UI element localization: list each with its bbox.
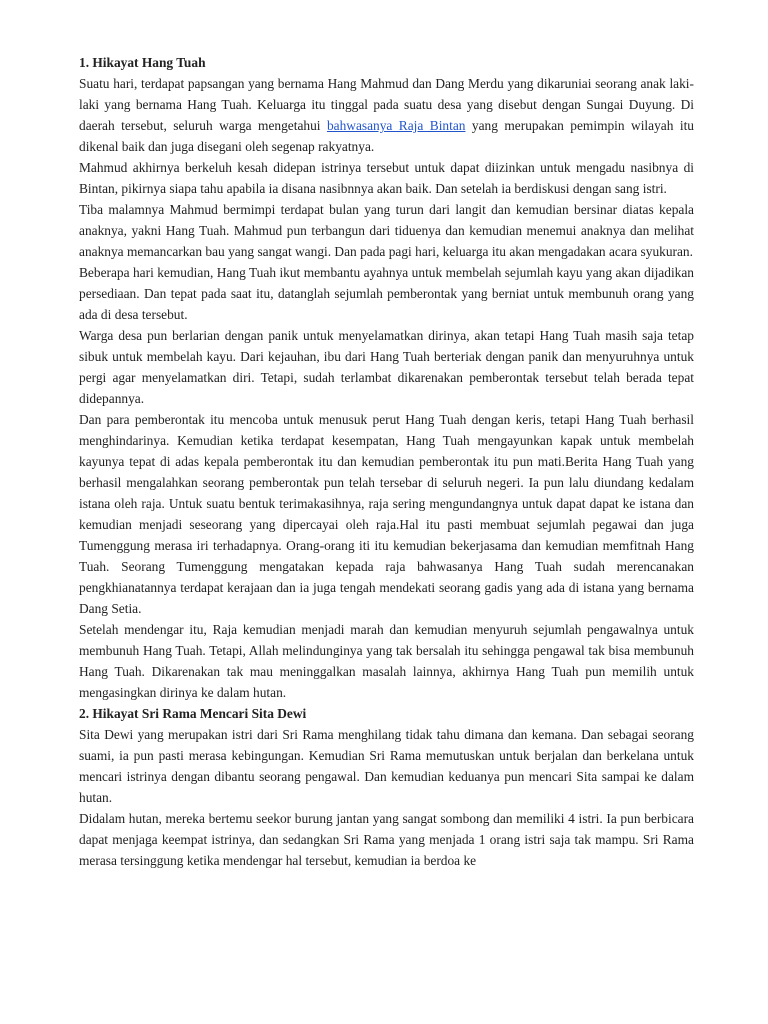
paragraph bbox=[79, 73, 694, 157]
paragraph: Dan para pemberontak itu mencoba untuk menusuk perut Hang Tuah dengan keris, tetapi Hang Tuah berhasil menghindarinya. Kemudian ketika terdapat kesempatan, Hang Tuah mengayunkan kapak untuk membelah kayunya tepat di adas kepala pemberontak itu dan kemudian pemberontak itu pun mati.Berita Hang Tuah yang berhasil mengalahkan seorang pemberontak pun telah tersebar di seluruh negeri. Ia pun lalu diundang kedalam istana oleh raja. Untuk suatu bentuk terimakasihnya, raja sering mengundangnya untuk dapat dapat ke istana dan kemudian menjadi seseorang yang dipercayai oleh raja.Hal itu pasti membuat sejumlah pegawai dan juga Tumenggung merasa iri terhadapnya. Orang-orang iti itu kemudian bekerjasama dan kemudian memfitnah Hang Tuah. Seorang Tumenggung mengatakan kepada raja bahwasanya Hang Tuah sudah merencanakan pengkhianatannya terdapat kerajaan dan ia juga tengah mendekati seorang gadis yang ada di istana yang bernama Dang Setia. bbox=[79, 412, 694, 616]
paragraph: Sita Dewi yang merupakan istri dari Sri Rama menghilang tidak tahu dimana dan kemana. Dan sebagai seorang suami, ia pun pasti merasa kebingungan. Kemudian Sri Rama memutuskan untuk berjalan dan berkelana untuk mencari istrinya dengan dibantu seorang pengawal. Dan kemudian keduanya pun mencari Sita sampai ke dalam hutan. bbox=[79, 727, 694, 805]
paragraph: Setelah mendengar itu, Raja kemudian menjadi marah dan kemudian menyuruh sejumlah pengawalnya untuk membunuh Hang Tuah. Tetapi, Allah melindunginya yang tak bersalah itu sehingga pengawal tak bisa membunuh Hang Tuah. Dikarenakan tak mau meninggalkan masalah lainnya, akhirnya Hang Tuah pun memilih untuk mengasingkan dirinya ke dalam hutan. bbox=[79, 622, 694, 700]
paragraph: Mahmud akhirnya berkeluh kesah didepan istrinya tersebut untuk dapat diizinkan untuk mengadu nasibnya di Bintan, pikirnya siapa tahu apabila ia disana nasibnnya akan baik. Dan setelah ia berdiskusi dengan sang istri. bbox=[79, 160, 694, 196]
paragraph: Warga desa pun berlarian dengan panik untuk menyelamatkan dirinya, akan tetapi Hang Tuah masih saja tetap sibuk untuk membelah kayu. Dari kejauhan, ibu dari Hang Tuah berteriak dengan panik dan menyuruhnya untuk pergi agar menyelamatkan diri. Tetapi, sudah terlambat dikarenakan pemberontak tersebut telah berada tepat didepannya. bbox=[79, 328, 694, 406]
section-heading-sri-rama: 2. Hikayat Sri Rama Mencari Sita Dewi bbox=[79, 706, 307, 721]
paragraph: Beberapa hari kemudian, Hang Tuah ikut membantu ayahnya untuk membelah sejumlah kayu yang akan dijadikan persediaan. Dan tepat pada saat itu, datanglah sejumlah pemberontak yang berniat untuk membunuh orang yang ada di desa tersebut. bbox=[79, 265, 694, 322]
raja-bintan-link[interactable]: bahwasanya Raja Bintan bbox=[326, 118, 466, 133]
paragraph-text: Suatu hari, terdapat papsangan yang bernama Hang Mahmud dan Dang Merdu yang dikaruniai seorang anak laki-laki yang bernama Hang Tuah. Keluarga itu tinggal pada suatu desa yang disebut dengan Sungai Duyung. Di daerah tersebut, seluruh warga mengetahui bbox=[79, 76, 694, 133]
paragraph: Tiba malamnya Mahmud bermimpi terdapat bulan yang turun dari langit dan kemudian bersinar diatas kepala anaknya, yakni Hang Tuah. Mahmud pun terbangun dari tiduenya dan kemudian menemui anaknya dan melihat anaknya memancarkan bau yang sangat wangi. Dan pada pagi hari, keluarga itu akan mengadakan acara syukuran. bbox=[79, 202, 694, 259]
paragraph-text-continued: yang merupakan pemimpin wilayah itu dikenal baik dan juga disegani oleh segenap rakyatnya. bbox=[79, 118, 694, 154]
paragraph: Didalam hutan, mereka bertemu seekor burung jantan yang sangat sombong dan memiliki 4 istri. Ia pun berbicara dapat menjaga keempat istrinya, dan sedangkan Sri Rama yang menjada 1 orang istri saja tak mampu. Sri Rama merasa tersinggung ketika mendengar hal tersebut, kemudian ia berdoa ke bbox=[79, 811, 694, 868]
section-heading-hang-tuah: 1. Hikayat Hang Tuah bbox=[79, 55, 206, 70]
